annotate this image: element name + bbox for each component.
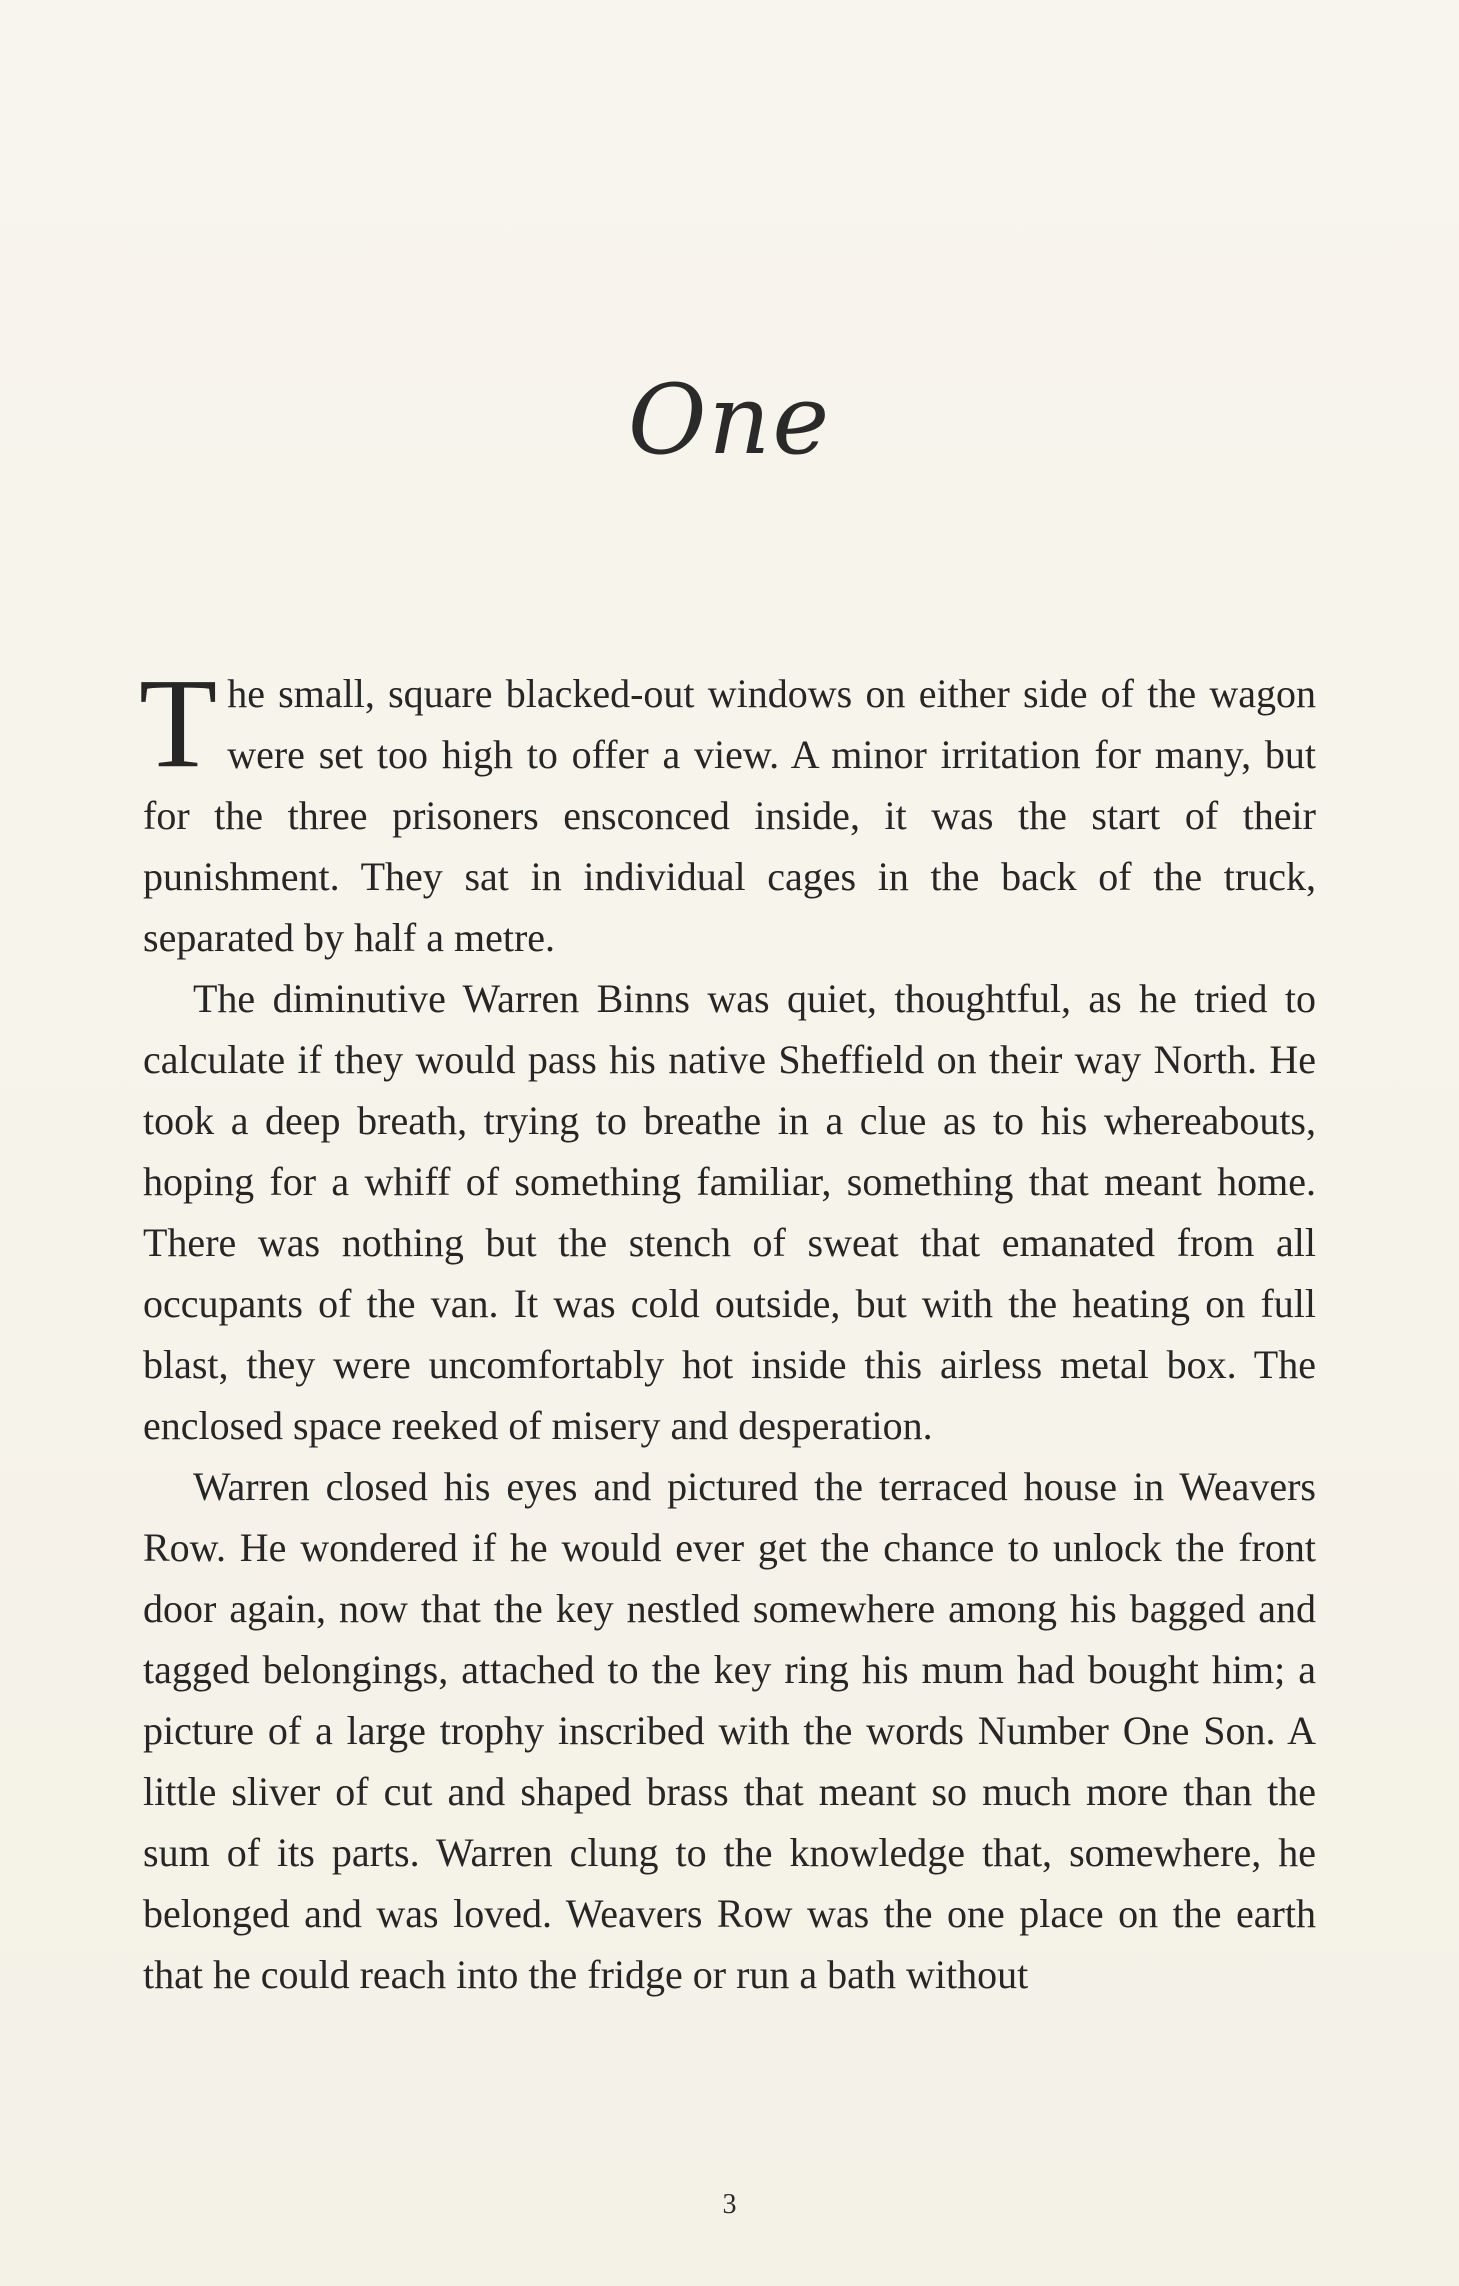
page-number: 3: [722, 2189, 737, 2220]
paragraph-1-text: he small, square blacked-out windows on either side of the wagon were set too high to offer a view. A minor irritation for many, but for the three prisoners ensconced inside, it was the start of their punishment. They sat in individual cages in the back of the truck, separated by half a metre.: [143, 671, 1316, 960]
drop-cap: T: [139, 652, 218, 794]
chapter-title: One: [627, 364, 832, 476]
paragraph-1: [139, 652, 1316, 968]
paragraph-2: The diminutive Warren Binns was quiet, thoughtful, as he tried to calculate if they would pass his native Sheffield on their way North. He took a deep breath, trying to breathe in a clue as to his whereabouts, hoping for a whiff of something familiar, something that meant home. There was nothing but the stench of sweat that emanated from all occupants of the van. It was cold outside, but with the heating on full blast, they were uncomfortably hot inside this airless metal box. The enclosed space reeked of misery and desperation.: [143, 976, 1316, 1448]
body-text: [139, 652, 1316, 2005]
paragraph-3: Warren closed his eyes and pictured the terraced house in Weavers Row. He wondered if he would ever get the chance to unlock the front door again, now that the key nestled somewhere among his bagged and tagged belongings, attached to the key ring his mum had bought him; a picture of a large trophy inscribed with the words Number One Son. A little sliver of cut and shaped brass that meant so much more than the sum of its parts. Warren clung to the knowledge that, somewhere, he belonged and was loved. Weavers Row was the one place on the earth that he could reach into the fridge or run a bath without: [143, 1464, 1316, 1997]
